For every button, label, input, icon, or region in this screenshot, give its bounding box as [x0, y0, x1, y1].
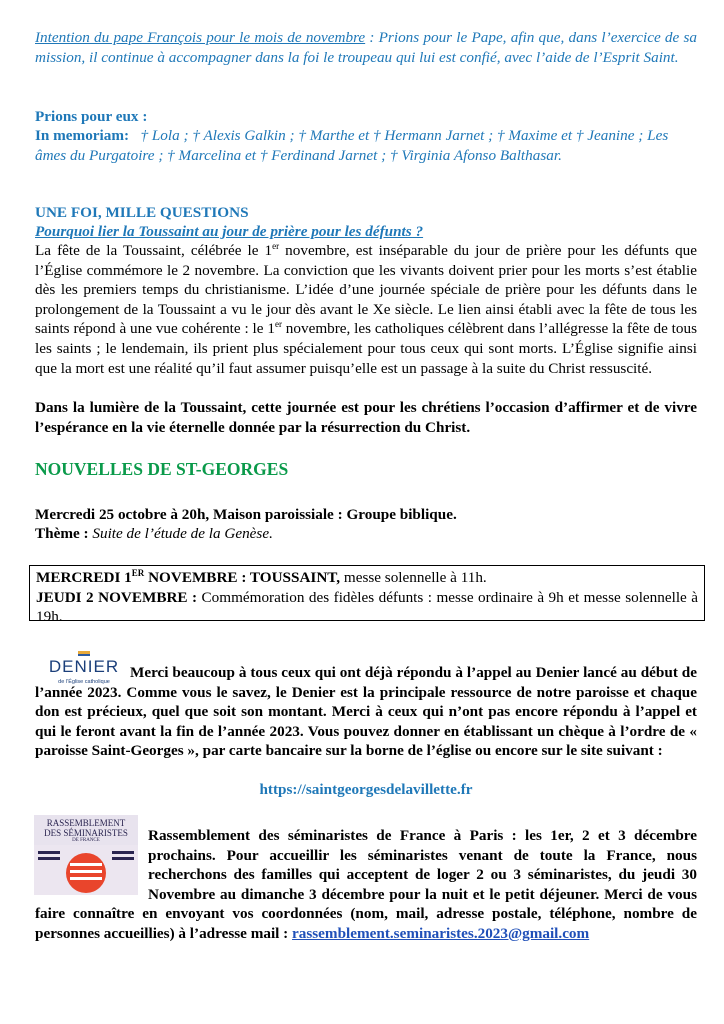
theme-text: Suite de l’étude de la Genèse.	[88, 525, 273, 542]
seminar-text: Rassemblement des séminaristes de France à Paris : les 1er, 2 et 3 décembre prochains. Pour accueillir les séminaristes venant de toute la France, nous recherchons des familles qui acceptent de loger 2 ou 3 séminaristes, du jeudi 30 Novembre au dimanche 3 décembre pour la nuit et le petit déjeuner. Merci de vous faire connaître en envoyant vos coordonnées (nom, mail, adresse postale, téléphone, nombre de personnes accueillies) à l’adresse mail :	[35, 827, 697, 942]
intention-paragraph	[35, 28, 697, 67]
seminar-email-link[interactable]: rassemblement.seminaristes.2023@gmail.com	[292, 924, 590, 942]
memoriam-label: In memoriam:	[35, 127, 130, 144]
schedule-text: Commémoration des fidèles défunts : messe ordinaire à 9h et messe solennelle à 19h.	[36, 588, 698, 626]
theme-label: Thème :	[35, 525, 89, 542]
news-heading: NOUVELLES DE ST-GEORGES	[35, 459, 289, 479]
schedule-line-1	[36, 568, 698, 588]
faith-paragraph	[35, 241, 697, 378]
denier-text: Merci beaucoup à tous ceux qui ont déjà répondu à l’appel au Denier lancé au début de l’année 2023. Comme vous le savez, le Denier est la principale ressource de notre paroisse et chaque don est précieux, quel que soit son montant. Merci à ceux qui n’ont pas encore répondu à l’appel et qui le feront avant la fin de l’année 2023. Vous pouvez donner en établissant un chèque à l’ordre de « paroisse Saint-Georges », par carte bancaire sur la borne de l’église ou encore sur le site suivant :	[35, 664, 697, 760]
schedule-text: NOVEMBRE : TOUSSAINT,	[144, 569, 341, 586]
faith-text-part: novembre, les catholiques célèbrent dans l’allégresse la fête de tous les saints ; le lendemain, ils prient plus spécialement pour tous ceux qui sont morts. L’Église signifie ainsi que la mort est une réalité qu’il faut assumer puisqu’elle est un passage à la suite du Christ ressuscité.	[35, 320, 697, 377]
schedule-text: MERCREDI 1	[36, 569, 132, 586]
faith-conclusion: Dans la lumière de la Toussaint, cette journée est pour les chrétiens l’occasion d’affirmer et de vivre l’espérance en la vie éternelle donnée par la résurrection du Christ.	[35, 399, 697, 436]
memoriam-text: † Lola ; † Alexis Galkin ; † Marthe et † Hermann Jarnet ; † Maxime et † Jeanine ; Les âmes du Purgatoire ; † Marcelina et † Ferdinand Jarnet ; † Virginia Afonso Balthasar.	[35, 127, 669, 164]
denier-link[interactable]: https://saintgeorgesdelavillette.fr	[259, 781, 473, 798]
denier-logo-word: DENIER	[48, 657, 120, 676]
superscript: er	[274, 319, 282, 330]
faith-question: Pourquoi lier la Toussaint au jour de prière pour les défunts ?	[35, 223, 424, 240]
superscript: er	[272, 240, 280, 251]
news-theme	[35, 524, 697, 544]
intention-label: Intention du pape François pour le mois de novembre	[35, 29, 366, 46]
faith-text-part: La fête de la Toussaint, célébrée le 1	[35, 242, 273, 259]
schedule-box	[29, 565, 705, 626]
logo-spacer	[35, 826, 148, 904]
faith-text-part: novembre, est inséparable du jour de prière pour les défunts que l’Église commémore le 2 novembre. La conviction que les vivants doivent prier pour les morts s’est établie dès les premiers temps du christianisme. L’idée d’une journée spéciale de prière pour les défunts dans le prolongement de la Toussaint a vu le jour dès avant le Xe siècle. Le lien ainsi établi avec la fête de tous les saints répond à une vue cohérente : le 1	[35, 242, 697, 338]
seminar-logo-line3: DE FRANCE	[72, 838, 100, 843]
prayers-heading: Prions pour eux :	[35, 108, 148, 125]
schedule-line-2	[36, 588, 698, 627]
faith-heading: UNE FOI, MILLE QUESTIONS	[35, 204, 249, 221]
superscript: ER	[131, 567, 145, 578]
seminar-paragraph	[35, 826, 697, 944]
denier-link-line	[35, 780, 697, 800]
seminar-logo-line2: DES SÉMINARISTES	[44, 828, 128, 838]
denier-logo-sub: de l’Église catholique	[58, 679, 110, 685]
news-event: Mercredi 25 octobre à 20h, Maison paroissiale : Groupe biblique.	[35, 506, 457, 523]
schedule-text: JEUDI 2 NOVEMBRE :	[36, 588, 198, 606]
memoriam-paragraph	[35, 126, 697, 165]
seminar-logo-line1: RASSEMBLEMENT	[46, 818, 126, 828]
intention-text: : Prions pour le Pape, afin que, dans l’exercice de sa mission, il continue à accompagner dans la foi le troupeau qui lui est confié, avec l’aide de l’Esprit Saint.	[35, 29, 697, 66]
schedule-text: messe solennelle à 11h.	[340, 569, 487, 586]
